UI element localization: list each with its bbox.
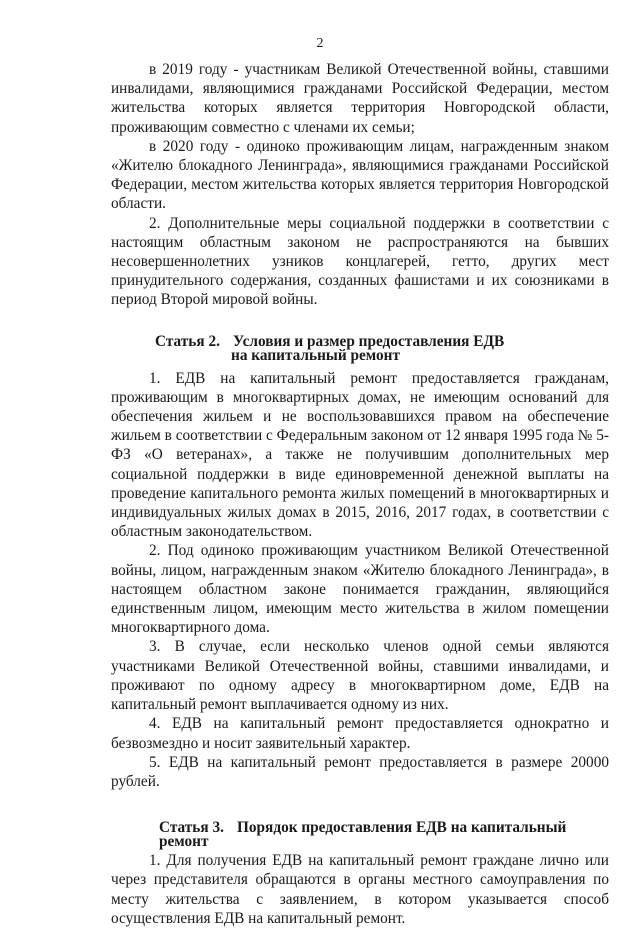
article-2-number: Статья 2.: [155, 332, 220, 350]
page-number: 2: [316, 36, 324, 51]
article-2-paragraph-5: 5. ЕДВ на капитальный ремонт предоставляется в размере 20000 рублей.: [111, 753, 609, 790]
article-2-title-line2: на капитальный ремонт: [231, 346, 400, 364]
article-3-number: Статья 3.: [159, 819, 224, 837]
article-3-paragraph-1: 1. Для получения ЕДВ на капитальный ремонт граждане лично или через представителя обращаются в органы местного самоуправления по месту жительства с заявлением, в котором указывается способ осуществления ЕДВ на капитальный ремонт.: [111, 852, 609, 927]
article-2-heading: [111, 332, 609, 364]
article-2-title-line1: Условия и размер предоставления ЕДВ: [233, 332, 505, 350]
article-3-heading: [111, 821, 609, 849]
article-2-paragraph-1: 1. ЕДВ на капитальный ремонт предоставляется гражданам, проживающим в многоквартирных домах, не имеющим оснований для обеспечения жильем и не воспользовавшихся правом на обеспечение жильем в соответствии с Федеральным законом от 12 января 1995 года № 5-ФЗ «О ветеранах», а также не получившим дополнительных мер социальной поддержки в виде единовременной денежной выплаты на проведение капитального ремонта жилых помещений в многоквартирных и индивидуальных жилых домах в 2015, 2016, 2017 годах, в соответствии с областным законодательством.: [111, 369, 609, 541]
article-2-paragraph-4: 4. ЕДВ на капитальный ремонт предоставляется однократно и безвозмездно и носит заявительный характер.: [111, 715, 609, 752]
article-2-paragraph-3: 3. В случае, если несколько членов одной семьи являются участниками Великой Отечественной войны, ставшими инвалидами, и проживают по одному адресу в многоквартирном доме, ЕДВ на капитальный ремонт выплачивается одному из них.: [111, 638, 609, 714]
paragraph-exclusions: 2. Дополнительные меры социальной поддержки в соответствии с настоящим областным законом не распространяются на бывших несовершеннолетних узников концлагерей, гетто, других мест принудительного содержания, созданных фашистами и их союзниками в период Второй мировой войны.: [111, 214, 609, 309]
document-body: [111, 60, 609, 928]
article-2-paragraph-2: 2. Под одиноко проживающим участником Великой Отечественной войны, лицом, награжденным знаком «Жителю блокадного Ленинграда», в настоящем областном законе понимается гражданин, являющийся единственным лицом, имеющим место жительства в жилом помещении многоквартирного дома.: [111, 542, 609, 637]
paragraph-2020: в 2020 году - одиноко проживающим лицам, награжденным знаком «Жителю блокадного Ленинграда», являющимися гражданами Российской Федерации, местом жительства которых является территория Новгородской области.: [111, 137, 609, 213]
paragraph-2019: в 2019 году - участникам Великой Отечественной войны, ставшими инвалидами, являющимися гражданами Российской Федерации, местом жительства которых является территория Новгородской области, проживающим совместно с членами их семьи;: [111, 61, 609, 136]
article-3-title-line1: Порядок предоставления ЕДВ на капитальный ремонт: [159, 819, 567, 851]
